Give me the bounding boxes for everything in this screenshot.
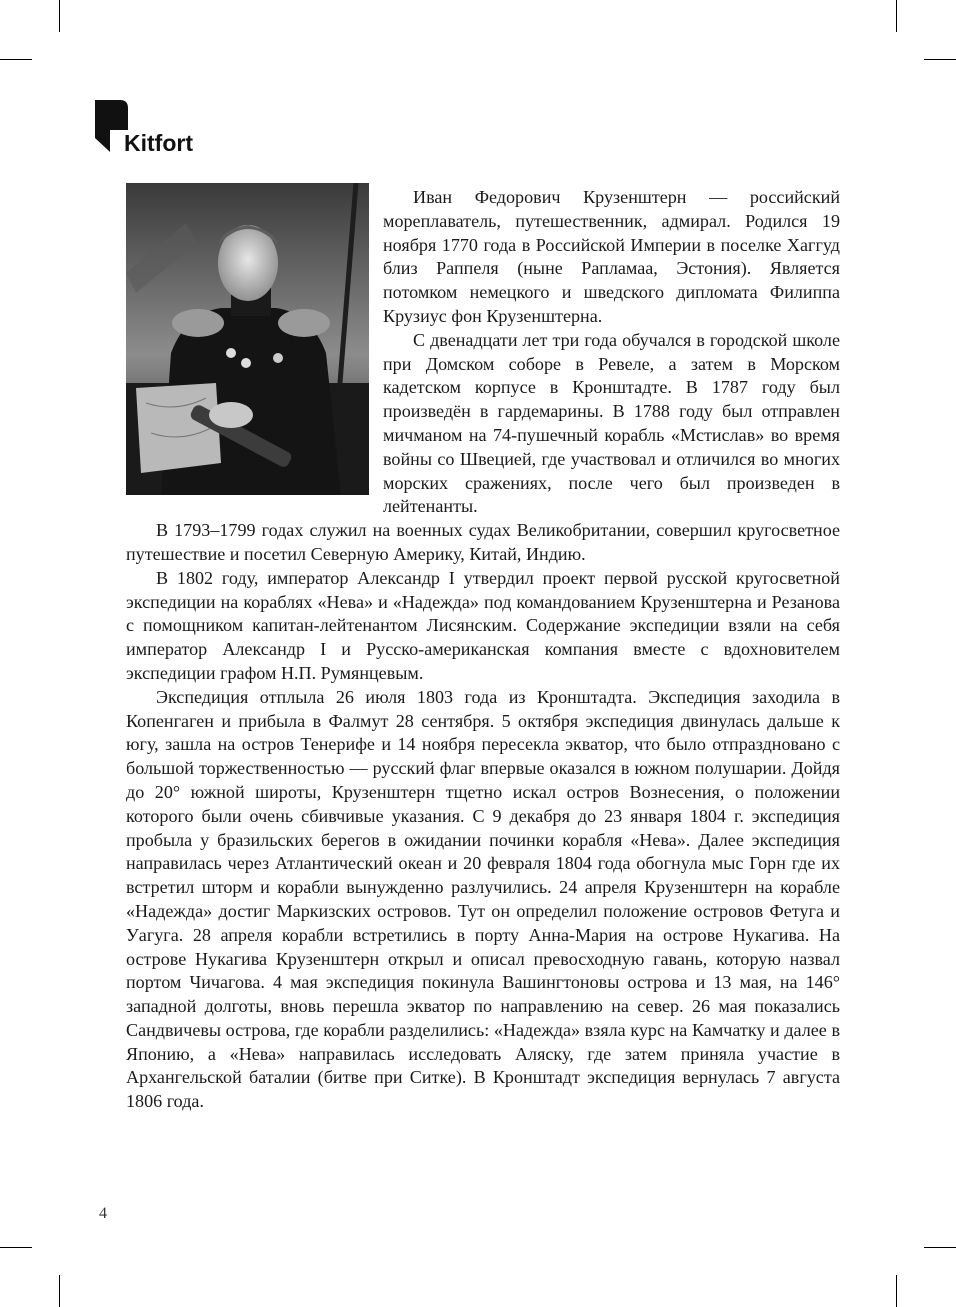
crop-mark	[896, 0, 897, 32]
crop-mark	[59, 0, 60, 32]
crop-mark	[0, 59, 32, 60]
paragraph: Иван Федорович Крузенштерн — российский мореплаватель, путешественник, адмирал. Родился 19 ноября 1770 года в Российской Империи в поселке Хаггуд близ Раппеля (ныне Рапламаа, Эстония). Является потомком немецкого и шведского дипломата Филиппа Крузиус фон Крузенштерна.	[383, 187, 840, 326]
crop-mark	[924, 59, 956, 60]
crop-mark	[924, 1247, 956, 1248]
page-number: 4	[99, 1205, 107, 1222]
paragraph: Экспедиция отплыла 26 июля 1803 года из Кронштадта. Экспедиция заходила в Копенгаген и прибыла в Фалмут 28 сентября. 5 октября экспедиция двинулась дальше к югу, зашла на остров Тенерифе и 14 ноября пересекла экватор, что было отпраздновано с большой торжественностью — русский флаг впервые оказался в южном полушарии. Дойдя до 20° южной широты, Крузенштерн тщетно искал остров Вознесения, о положении которого были очень сбивчивые указания. С 9 декабря до 23 января 1804 г. экспедиция пробыла у бразильских берегов в ожидании починки корабля «Нева». Далее экспедиция направилась через Атлантический океан и 20 февраля 1804 года обогнула мыс Горн где их встретил шторм и корабли вынужденно разлучились. 24 апреля Крузенштерн на корабле «Надежда» достиг Маркизских островов. Тут он определил положение островов Фетуга и Уагуга. 28 апреля корабли встретились в порту Анна-Мария на острове Нукагива. На острове Нукагива Крузенштерн открыл и описал превосходную гавань, которую назвал портом Чичагова. 4 мая экспедиция покинула Вашингтоновы острова и 13 мая, на 146° западной долготы, вновь перешла экватор по направлению на север. 26 мая показались Сандвичевы острова, где корабли разделились: «Надежда» взяла курс на Камчатку и далее в Японию, а «Нева» направилась исследовать Аляску, где затем приняла участие в Архангельской баталии (битве при Ситке). В Кронштадт экспедиция вернулась 7 августа 1806 года.	[126, 686, 840, 1112]
paragraph: В 1802 году, император Александр I утвердил проект первой русской кругосветной экспедиции на кораблях «Нева» и «Надежда» под командованием Крузенштерна и Резанова с помощником капитан-лейтенантом Лисянским. Содержание экспедиции взяли на себя император Александр I и Русско-американская компания вместе с вдохновителем экспедиции графом Н.П. Румянцевым.	[126, 567, 840, 683]
crop-mark	[896, 1275, 897, 1307]
paragraph: В 1793–1799 годах служил на военных судах Великобритании, совершил кругосветное путешествие и посетил Северную Америку, Китай, Индию.	[126, 520, 840, 564]
brand-logo	[92, 100, 212, 160]
crop-mark	[59, 1275, 60, 1307]
article-body	[126, 186, 840, 1114]
portrait-float-spacer	[126, 186, 383, 499]
crop-mark	[0, 1247, 32, 1248]
brand-name: Kitfort	[124, 130, 193, 156]
paragraph: С двенадцати лет три года обучался в городской школе при Домском соборе в Ревеле, а затем в Морском кадетском корпусе в Кронштадте. В 1787 году был произведён в гардемарины. В 1788 году был отправлен мичманом на 74-пушечный корабль «Мстислав» во время войны со Швецией, где участвовал и отличился во многих морских сражениях, после чего был произведен в лейтенанты.	[383, 329, 840, 517]
